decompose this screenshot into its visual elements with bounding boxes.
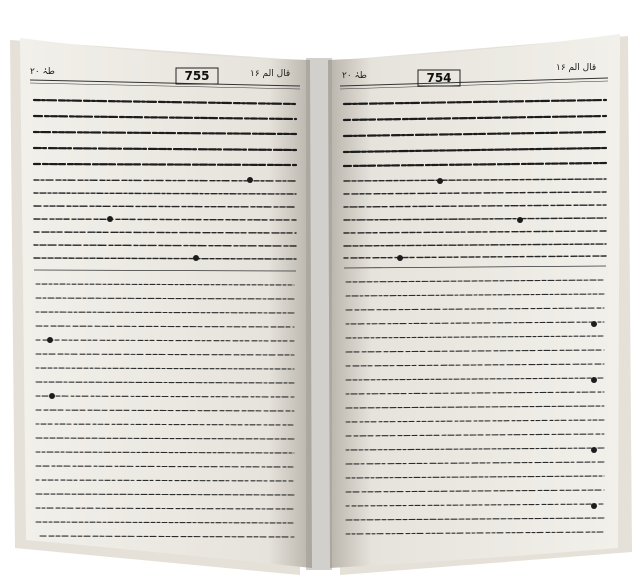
left-page-number: 755 (184, 69, 210, 83)
gutter-shadow (306, 58, 332, 570)
right-page-number: 754 (426, 71, 452, 85)
left-page-header-right: قال الم ۱۶ (250, 69, 291, 79)
right-page (328, 34, 620, 568)
left-page-header-left: طہٰ ۲۰ (30, 67, 55, 77)
right-page-header-right: قال الم ۱۶ (556, 63, 597, 73)
right-page-header-left: طہٰ ۲۰ (342, 71, 367, 81)
